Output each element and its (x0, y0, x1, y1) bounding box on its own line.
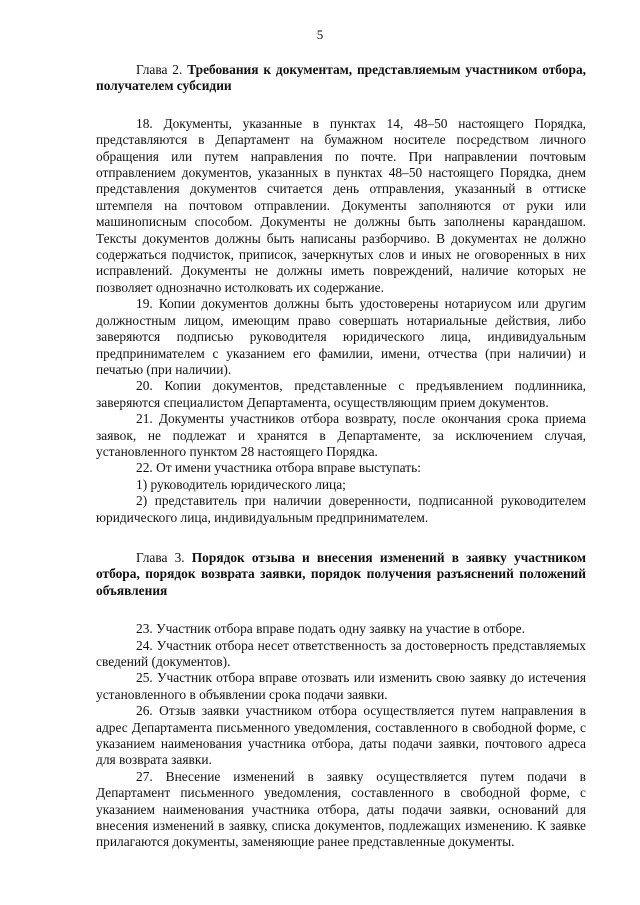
paragraph-21: 21. Документы участников отбора возврату, после окончания срока приема заявок, не подлежат и хранятся в Департаменте, за исключением случая, установленного пунктом 28 настоящего Порядка. (96, 411, 586, 459)
list-item-1: 1) руководитель юридического лица; (136, 476, 346, 492)
chapter-3-title: Порядок отзыва и внесения изменений в заявку участником отбора, порядок возврата заявки, порядок получения разъяснений положений объявления (96, 549, 586, 598)
chapter-3-prefix: Глава 3. (136, 549, 192, 565)
spacer (96, 526, 586, 550)
paragraph-27: 27. Внесение изменений в заявку осуществляется путем подачи в Департамент письменного уведомления, составленного в свободной форме, с указанием наименования участника отбора, даты подачи заявки, оснований для внесения изменений в заявку, списка документов, подлежащих изменению. К заявке прилагаются документы, заменяющие ранее представленные документы. (96, 768, 586, 850)
chapter-2-heading (96, 62, 586, 95)
document-body (96, 62, 586, 851)
paragraph-19: 19. Копии документов должны быть удостоверены нотариусом или другим должностным лицом, имеющим право совершать нотариальные действия, либо заверяются подписью руководителя юридического лица, индивидуальным предпринимателем с указанием его фамилии, имени, отчества (при наличии) и печатью (при наличии). (96, 296, 586, 377)
paragraph-20: 20. Копии документов, представленные с предъявлением подлинника, заверяются специалистом Департамента, осуществляющим прием документов. (96, 378, 586, 410)
paragraph-23: 23. Участник отбора вправе подать одну заявку на участие в отборе. (136, 621, 525, 637)
paragraph-22: 22. От имени участника отбора вправе выступать: (136, 460, 421, 476)
spacer (96, 95, 586, 116)
chapter-3-heading (96, 550, 586, 599)
page-number: 5 (316, 27, 324, 42)
chapter-2-prefix: Глава 2. (136, 62, 188, 77)
paragraph-26: 26. Отзыв заявки участником отбора осуществляется путем направления в адрес Департамента письменного уведомления, составленного в свободной форме, с указанием наименования участника отбора, даты подачи заявки, почтового адреса для возврата заявки. (96, 703, 586, 768)
paragraph-25: 25. Участник отбора вправе отозвать или изменить свою заявку до истечения установленного в объявлении срока подачи заявки. (96, 670, 586, 702)
paragraph-18: 18. Документы, указанные в пунктах 14, 48–50 настоящего Порядка, представляются в Департамент на бумажном носителе посредством личного обращения или путем направления по почте. При направлении почтовым отправлением документов, указанных в пунктах 48–50 настоящего Порядка, днем представления документов считается день отправления, указанный в оттиске штемпеля на почтовом отправлении. Документы заполняются от руки или машинописным способом. Документы не должны быть заполнены карандашом. Тексты документов должны быть написаны разборчиво. В документах не должно содержаться подчисток, приписок, зачеркнутых слов и иных не оговоренных в них исправлений. Документы не должны иметь повреждений, наличие которых не позволяет однозначно истолковать их содержание. (96, 115, 586, 295)
paragraph-24: 24. Участник отбора несет ответственность за достоверность представляемых сведений (документов). (96, 637, 586, 669)
list-item-2: 2) представитель при наличии доверенности, подписанной руководителем юридического лица, индивидуальным предпринимателем. (96, 493, 586, 525)
chapter-2-title: Требования к документам, представляемым участником отбора, получателем субсидии (96, 62, 587, 94)
spacer (96, 599, 586, 621)
